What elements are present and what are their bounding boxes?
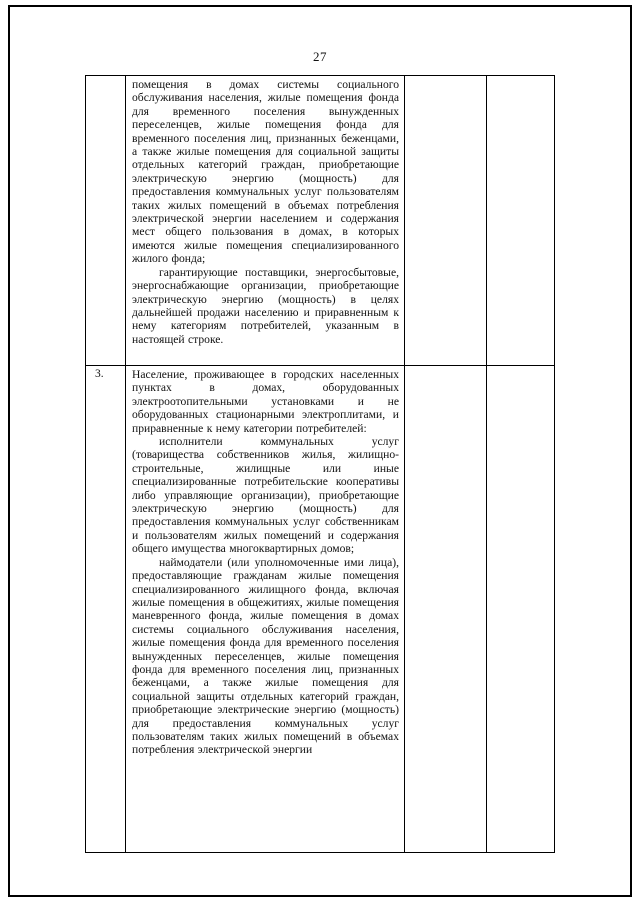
paragraph: исполнители коммунальных услуг (товарищества собственников жилья, жилищно-строительные, жилищные или иные специализированные потребительские кооперативы либо управляющие организации), приобретающие электрическую энергию (мощность) для предоставления коммунальных услуг собственникам и пользователям жилых помещений и содержания общего имущества многоквартирных домов; bbox=[132, 435, 399, 556]
empty-cell bbox=[487, 76, 555, 366]
table-row bbox=[86, 76, 555, 366]
tariff-table bbox=[85, 75, 555, 853]
table-row bbox=[86, 366, 555, 853]
row-text-cell bbox=[126, 366, 405, 853]
paragraph: Население, проживающее в городских населенных пунктах в домах, оборудованных электроотопительными установками и не оборудованных стационарными электроплитами, и приравненные к нему категории потребителей: bbox=[132, 368, 399, 435]
empty-cell bbox=[405, 366, 487, 853]
paragraph: гарантирующие поставщики, энергосбытовые, энергоснабжающие организации, приобретающие электрическую энергию (мощность) в целях дальнейшей продажи населению и приравненным к нему категориям потребителей, указанным в настоящей строке. bbox=[132, 265, 399, 346]
paragraph: помещения в домах системы социального обслуживания населения, жилые помещения фонда для временного поселения вынужденных переселенцев, жилые помещения фонда для временного поселения лиц, признанных беженцами, а также жилые помещения для социальной защиты отдельных категорий граждан, приобретающие электрическую энергию (мощность) для предоставления коммунальных услуг пользователям таких жилых помещений в объемах потребления электрической энергии населением и содержания мест общего пользования в домах, в которых имеются жилые помещения специализированного жилого фонда; bbox=[132, 78, 399, 266]
empty-cell bbox=[405, 76, 487, 366]
empty-cell bbox=[487, 366, 555, 853]
paragraph: наймодатели (или уполномоченные ими лица), предоставляющие гражданам жилые помещения специализированного жилищного фонда, включая жилые помещения в общежитиях, жилые помещения маневренного фонда, жилые помещения в домах системы социального обслуживания населения, жилые помещения фонда для временного поселения вынужденных переселенцев, жилые помещения фонда для временного поселения лиц, признанных беженцами, а также жилые помещения для социальной защиты отдельных категорий граждан, приобретающие электрические энергию (мощность) для предоставления коммунальных услуг пользователям таких жилых помещений в объемах потребления электрической энергии bbox=[132, 555, 399, 757]
row-number-cell: 3. bbox=[86, 366, 126, 853]
row-text-cell bbox=[126, 76, 405, 366]
page-number: 27 bbox=[313, 49, 327, 64]
row-number-cell bbox=[86, 76, 126, 366]
table-body bbox=[86, 76, 555, 853]
